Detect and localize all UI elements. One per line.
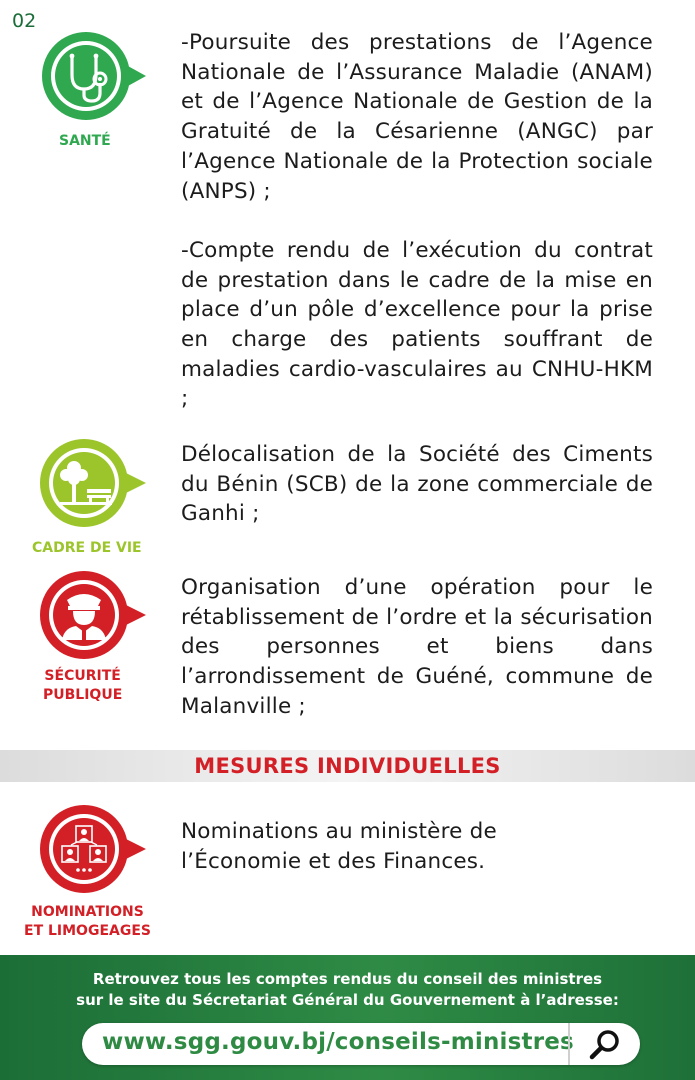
paragraph: Organisation d’une opération pour le rétablissement de l’ordre et la sécurisation des personnes et biens dans l’arrondissement de Guéné, commune de Malanville ; <box>181 575 653 719</box>
people-network-icon <box>40 804 130 894</box>
footer-text <box>0 969 695 1011</box>
paragraph-line: l’Économie et des Finances. <box>181 848 486 874</box>
search-icon <box>570 1023 640 1065</box>
section-text <box>181 817 653 876</box>
paragraph: -Poursuite des prestations de l’Agence Nationale de l’Assurance Maladie (ANAM) et de l’Agence Nationale de Gestion de la Gratuité de la Césarienne (ANGC) par l’Agence Nationale de la Protection sociale (ANPS) ; <box>181 30 653 204</box>
section-label <box>43 667 122 705</box>
section-text <box>181 440 653 529</box>
page-number: 02 <box>12 10 37 32</box>
paragraph-line: Nominations au ministère de <box>181 819 497 844</box>
label-line: NOMINATIONS <box>31 904 144 920</box>
measures-title: MESURES INDIVIDUELLES <box>194 754 501 778</box>
paragraph: -Compte rendu de l’exécution du contrat de prestation dans le cadre de la mise en place d’un pôle d’excellence pour la prise en charge des patients souffrant de maladies cardio-vasculaires au CNHU-HKM ; <box>181 237 653 412</box>
footer-line: Retrouvez tous les comptes rendus du conseil des ministres <box>92 970 603 988</box>
label-line: SÉCURITÉ <box>44 668 121 684</box>
section-text <box>181 28 653 414</box>
label-line: PUBLIQUE <box>43 687 123 703</box>
stethoscope-icon <box>42 31 132 121</box>
url-link[interactable]: www.sgg.gouv.bj/conseils-ministres <box>102 1029 574 1055</box>
tree-bench-icon <box>40 438 130 528</box>
section-label <box>24 903 151 941</box>
footer-line: sur le site du Sécretariat Général du Gouvernement à l’adresse: <box>76 991 619 1009</box>
section-text <box>181 573 653 722</box>
measures-header <box>0 750 695 782</box>
footer <box>0 955 695 1080</box>
search-button[interactable] <box>568 1023 640 1065</box>
url-bar[interactable] <box>82 1023 640 1065</box>
police-officer-icon <box>40 570 130 660</box>
paragraph: Délocalisation de la Société des Ciments du Bénin (SCB) de la zone commerciale de Ganhi ; <box>181 442 653 527</box>
section-label: CADRE DE VIE <box>32 540 142 556</box>
section-label: SANTÉ <box>59 133 111 149</box>
label-line: ET LIMOGEAGES <box>24 923 151 939</box>
